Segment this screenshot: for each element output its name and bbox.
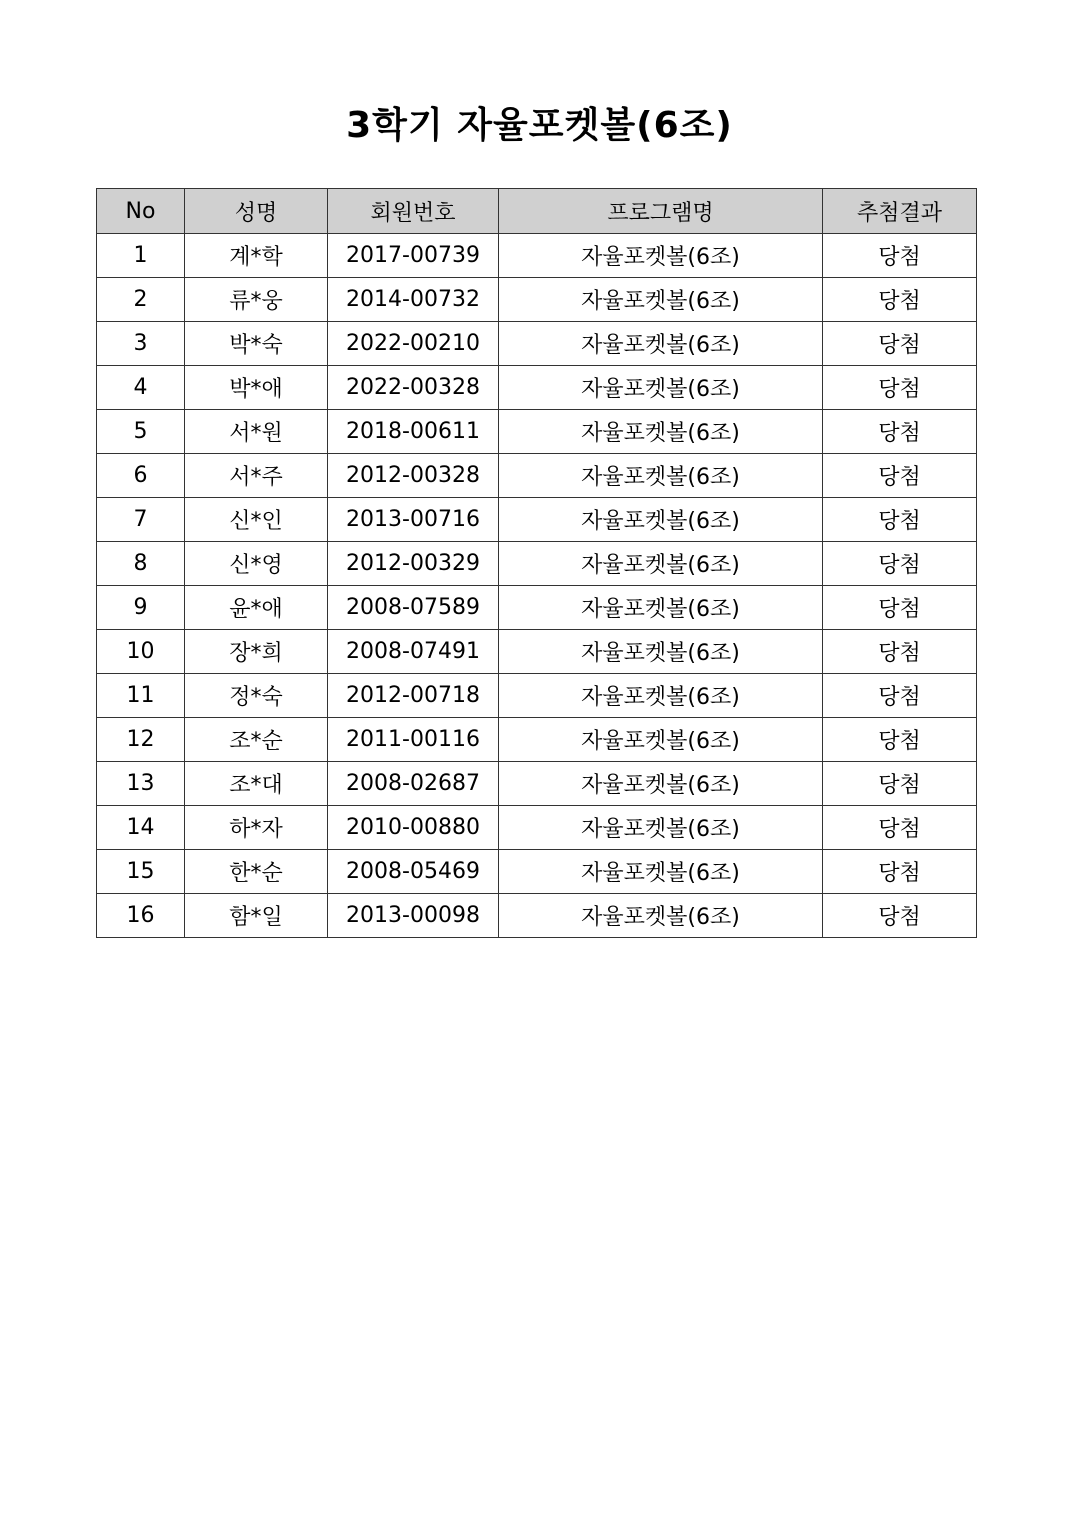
table-row — [97, 454, 977, 498]
cell-member-id: 2012-00329 — [328, 542, 499, 586]
cell-member-id: 2010-00880 — [328, 806, 499, 850]
cell-result: 당첨 — [823, 674, 977, 718]
cell-member-id: 2013-00098 — [328, 894, 499, 938]
header-row — [97, 189, 977, 234]
table-row — [97, 410, 977, 454]
cell-program: 자율포켓볼(6조) — [499, 366, 823, 410]
cell-no: 10 — [97, 630, 185, 674]
cell-program: 자율포켓볼(6조) — [499, 586, 823, 630]
cell-member-id: 2008-07491 — [328, 630, 499, 674]
cell-name: 장*희 — [185, 630, 328, 674]
cell-no: 4 — [97, 366, 185, 410]
table-row — [97, 322, 977, 366]
cell-program: 자율포켓볼(6조) — [499, 322, 823, 366]
table-row — [97, 234, 977, 278]
cell-result: 당첨 — [823, 234, 977, 278]
cell-name: 정*숙 — [185, 674, 328, 718]
cell-name: 서*원 — [185, 410, 328, 454]
cell-result: 당첨 — [823, 498, 977, 542]
cell-program: 자율포켓볼(6조) — [499, 762, 823, 806]
cell-member-id: 2008-07589 — [328, 586, 499, 630]
cell-program: 자율포켓볼(6조) — [499, 806, 823, 850]
cell-program: 자율포켓볼(6조) — [499, 454, 823, 498]
table-row — [97, 366, 977, 410]
result-table — [96, 188, 977, 938]
cell-program: 자율포켓볼(6조) — [499, 894, 823, 938]
cell-name: 류*웅 — [185, 278, 328, 322]
cell-name: 함*일 — [185, 894, 328, 938]
cell-no: 13 — [97, 762, 185, 806]
cell-program: 자율포켓볼(6조) — [499, 234, 823, 278]
cell-result: 당첨 — [823, 718, 977, 762]
page-title: 3학기 자율포켓볼(6조) — [346, 105, 733, 146]
cell-result: 당첨 — [823, 850, 977, 894]
cell-name: 윤*애 — [185, 586, 328, 630]
cell-member-id: 2013-00716 — [328, 498, 499, 542]
table-row — [97, 630, 977, 674]
cell-program: 자율포켓볼(6조) — [499, 542, 823, 586]
cell-member-id: 2012-00328 — [328, 454, 499, 498]
cell-member-id: 2017-00739 — [328, 234, 499, 278]
header-name: 성명 — [185, 189, 328, 234]
header-no: No — [97, 189, 185, 234]
cell-result: 당첨 — [823, 454, 977, 498]
cell-result: 당첨 — [823, 894, 977, 938]
cell-member-id: 2022-00328 — [328, 366, 499, 410]
cell-result: 당첨 — [823, 322, 977, 366]
cell-member-id: 2008-02687 — [328, 762, 499, 806]
table-row — [97, 586, 977, 630]
header-member-id: 회원번호 — [328, 189, 499, 234]
table-row — [97, 542, 977, 586]
cell-result: 당첨 — [823, 806, 977, 850]
cell-member-id: 2012-00718 — [328, 674, 499, 718]
cell-name: 박*숙 — [185, 322, 328, 366]
cell-result: 당첨 — [823, 542, 977, 586]
cell-program: 자율포켓볼(6조) — [499, 850, 823, 894]
cell-result: 당첨 — [823, 762, 977, 806]
cell-name: 신*영 — [185, 542, 328, 586]
cell-no: 9 — [97, 586, 185, 630]
cell-name: 하*자 — [185, 806, 328, 850]
cell-name: 조*대 — [185, 762, 328, 806]
cell-name: 서*주 — [185, 454, 328, 498]
cell-no: 16 — [97, 894, 185, 938]
cell-no: 11 — [97, 674, 185, 718]
cell-program: 자율포켓볼(6조) — [499, 630, 823, 674]
table-row — [97, 278, 977, 322]
cell-member-id: 2008-05469 — [328, 850, 499, 894]
cell-member-id: 2011-00116 — [328, 718, 499, 762]
cell-no: 1 — [97, 234, 185, 278]
cell-program: 자율포켓볼(6조) — [499, 278, 823, 322]
table-row — [97, 674, 977, 718]
cell-program: 자율포켓볼(6조) — [499, 674, 823, 718]
cell-no: 2 — [97, 278, 185, 322]
table-body — [97, 234, 977, 938]
table-row — [97, 718, 977, 762]
header-program: 프로그램명 — [499, 189, 823, 234]
cell-name: 계*학 — [185, 234, 328, 278]
cell-name: 신*인 — [185, 498, 328, 542]
cell-member-id: 2022-00210 — [328, 322, 499, 366]
cell-no: 7 — [97, 498, 185, 542]
cell-no: 14 — [97, 806, 185, 850]
cell-name: 한*순 — [185, 850, 328, 894]
cell-member-id: 2018-00611 — [328, 410, 499, 454]
cell-result: 당첨 — [823, 410, 977, 454]
cell-result: 당첨 — [823, 278, 977, 322]
cell-program: 자율포켓볼(6조) — [499, 498, 823, 542]
table-header — [97, 189, 977, 234]
cell-no: 15 — [97, 850, 185, 894]
cell-result: 당첨 — [823, 586, 977, 630]
table-row — [97, 806, 977, 850]
cell-name: 박*애 — [185, 366, 328, 410]
cell-no: 3 — [97, 322, 185, 366]
cell-name: 조*순 — [185, 718, 328, 762]
cell-no: 5 — [97, 410, 185, 454]
table-row — [97, 894, 977, 938]
cell-no: 8 — [97, 542, 185, 586]
cell-no: 6 — [97, 454, 185, 498]
cell-program: 자율포켓볼(6조) — [499, 410, 823, 454]
table-row — [97, 850, 977, 894]
cell-member-id: 2014-00732 — [328, 278, 499, 322]
table-row — [97, 762, 977, 806]
table-row — [97, 498, 977, 542]
cell-result: 당첨 — [823, 630, 977, 674]
cell-no: 12 — [97, 718, 185, 762]
header-result: 추첨결과 — [823, 189, 977, 234]
cell-result: 당첨 — [823, 366, 977, 410]
cell-program: 자율포켓볼(6조) — [499, 718, 823, 762]
